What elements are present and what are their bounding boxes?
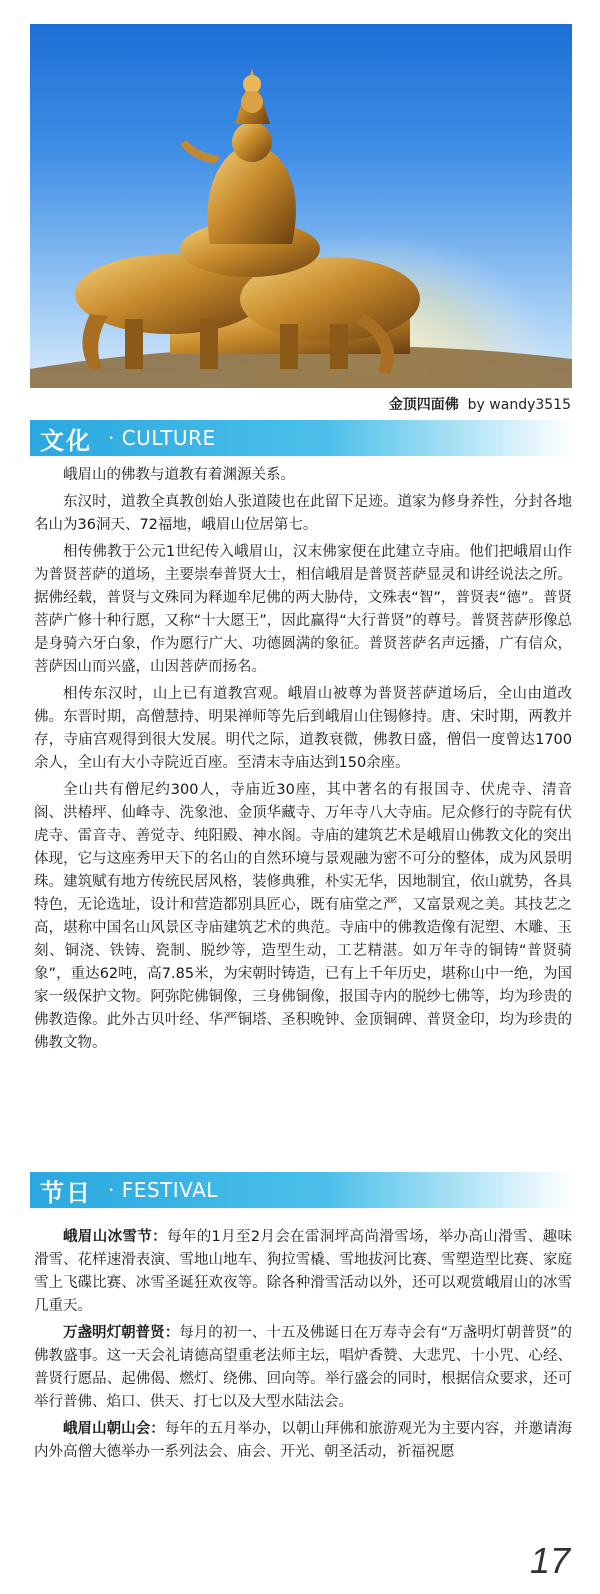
buddha-statue-illustration <box>30 24 572 388</box>
culture-paragraph: 相传东汉时，山上已有道教宫观。峨眉山被尊为普贤菩萨道场后，全山由道改佛。东晋时期，高僧慧持、明果禅师等先后到峨眉山住锡修持。唐、宋时期，两教并存，寺庙宫观得到很大发展。明代之际，道教衰微，佛教日盛，僧侣一度曾达1700余人，全山有大小寺院近百座。至清末寺庙达到150余座。 <box>34 686 572 771</box>
festival-title-cn: 节日 <box>40 1178 92 1207</box>
festival-item <box>34 1226 572 1318</box>
festival-item-text: 每年的五月举办，以朝山拜佛和旅游观光为主要内容，并邀请海内外高僧大德举办一系列法会、庙会、开光、朝圣活动，祈福祝愿 <box>34 1421 573 1460</box>
festival-item <box>34 1322 572 1414</box>
festival-item-name: 峨眉山冰雪节： <box>63 1229 167 1245</box>
photo-caption <box>389 394 571 414</box>
culture-paragraph: 东汉时，道教全真教创始人张道陵也在此留下足迹。道家为修身养性，分封各地名山为36洞天、72福地，峨眉山位居第七。 <box>34 494 572 533</box>
culture-section-header <box>30 420 572 456</box>
festival-item-name: 万盏明灯朝普贤： <box>63 1325 180 1341</box>
culture-paragraph: 全山共有僧尼约300人，寺庙近30座，其中著名的有报国寺、伏虎寺、清音阁、洪椿坪、仙峰寺、洗象池、金顶华藏寺、万年寺八大寺庙。尼众修行的寺院有伏虎寺、雷音寺、善觉寺、纯阳殿、神水阁。寺庙的建筑艺术是峨眉山佛教文化的突出体现，它与这座秀甲天下的名山的自然环境与景观融为密不可分的整体，成为风景明珠。建筑赋有地方传统民居风格，装修典雅，朴实无华，因地制宜，依山就势，各具特色，无论选址，设计和营造都别具匠心，既有庙堂之严，又富景观之美。其技艺之高，堪称中国名山风景区寺庙建筑艺术的典范。寺庙中的佛教造像有泥塑、木雕、玉刻、铜浇、铁铸、瓷制、脱纱等，造型生动，工艺精湛。如万年寺的铜铸“普贤骑象”，重达62吨，高7.85米，为宋朝时铸造，已有上千年历史，堪称山中一绝，为国家一级保护文物。阿弥陀佛铜像，三身佛铜像，报国寺内的脱纱七佛等，均为珍贵的佛教造像。此外古贝叶经、华严铜塔、圣积晚钟、金顶铜碑、普贤金印，均为珍贵的佛教文物。 <box>34 782 572 1051</box>
festival-item-text: 每月的初一、十五及佛诞日在万寿寺会有“万盏明灯朝普贤”的佛教盛事。这一天会礼请德高望重老法师主坛，唱炉香赞、大悲咒、十小咒、心经、普贤行愿品、起佛偈、燃灯、绕佛、回向等。举行盛会的同时，根据信众要求，还可举行普佛、焰口、供天、打七以及大型水陆法会。 <box>34 1325 573 1410</box>
culture-paragraph: 相传佛教于公元1世纪传入峨眉山，汉末佛家便在此建立寺庙。他们把峨眉山作为普贤菩萨的道场，主要崇奉普贤大士，相信峨眉是普贤菩萨显灵和讲经说法之所。据佛经载，普贤与文殊同为释迦牟尼佛的两大胁侍，文殊表“智”，普贤表“德”。普贤菩萨广修十种行愿，又称“十大愿王”，因此赢得“大行普贤”的尊号。普贤菩萨形像总是身骑六牙白象，作为愿行广大、功德圆满的象征。普贤菩萨名声远播，广有信众，菩萨因山而兴盛，山因菩萨而扬名。 <box>34 544 572 675</box>
caption-title: 金顶四面佛 <box>388 397 459 413</box>
culture-paragraph: 峨眉山的佛教与道教有着渊源关系。 <box>63 467 295 483</box>
festival-item-text: 每年的1月至2月会在雷洞坪高尚滑雪场，举办高山滑雪、趣味滑雪、花样速滑表演、雪地山地车、狗拉雪橇、雪地拔河比赛、雪塑造型比赛、家庭雪上飞碟比赛、冰雪圣诞狂欢夜等。除各种滑雪活动以外，还可以观赏峨眉山的冰雪几重天。 <box>34 1229 572 1314</box>
culture-title-cn: 文化 <box>40 426 92 455</box>
page-number: 17 <box>529 1540 570 1581</box>
festival-section-header <box>30 1172 572 1208</box>
festival-item-name: 峨眉山朝山会： <box>63 1421 165 1437</box>
culture-title-en: · CULTURE <box>108 426 216 450</box>
festival-title-en: · FESTIVAL <box>108 1178 218 1202</box>
golden-summit-buddha-photo <box>30 24 572 388</box>
culture-body <box>34 464 572 1059</box>
festival-item <box>34 1418 572 1464</box>
festival-body <box>34 1226 572 1468</box>
caption-credit: by wandy3515 <box>467 397 571 413</box>
